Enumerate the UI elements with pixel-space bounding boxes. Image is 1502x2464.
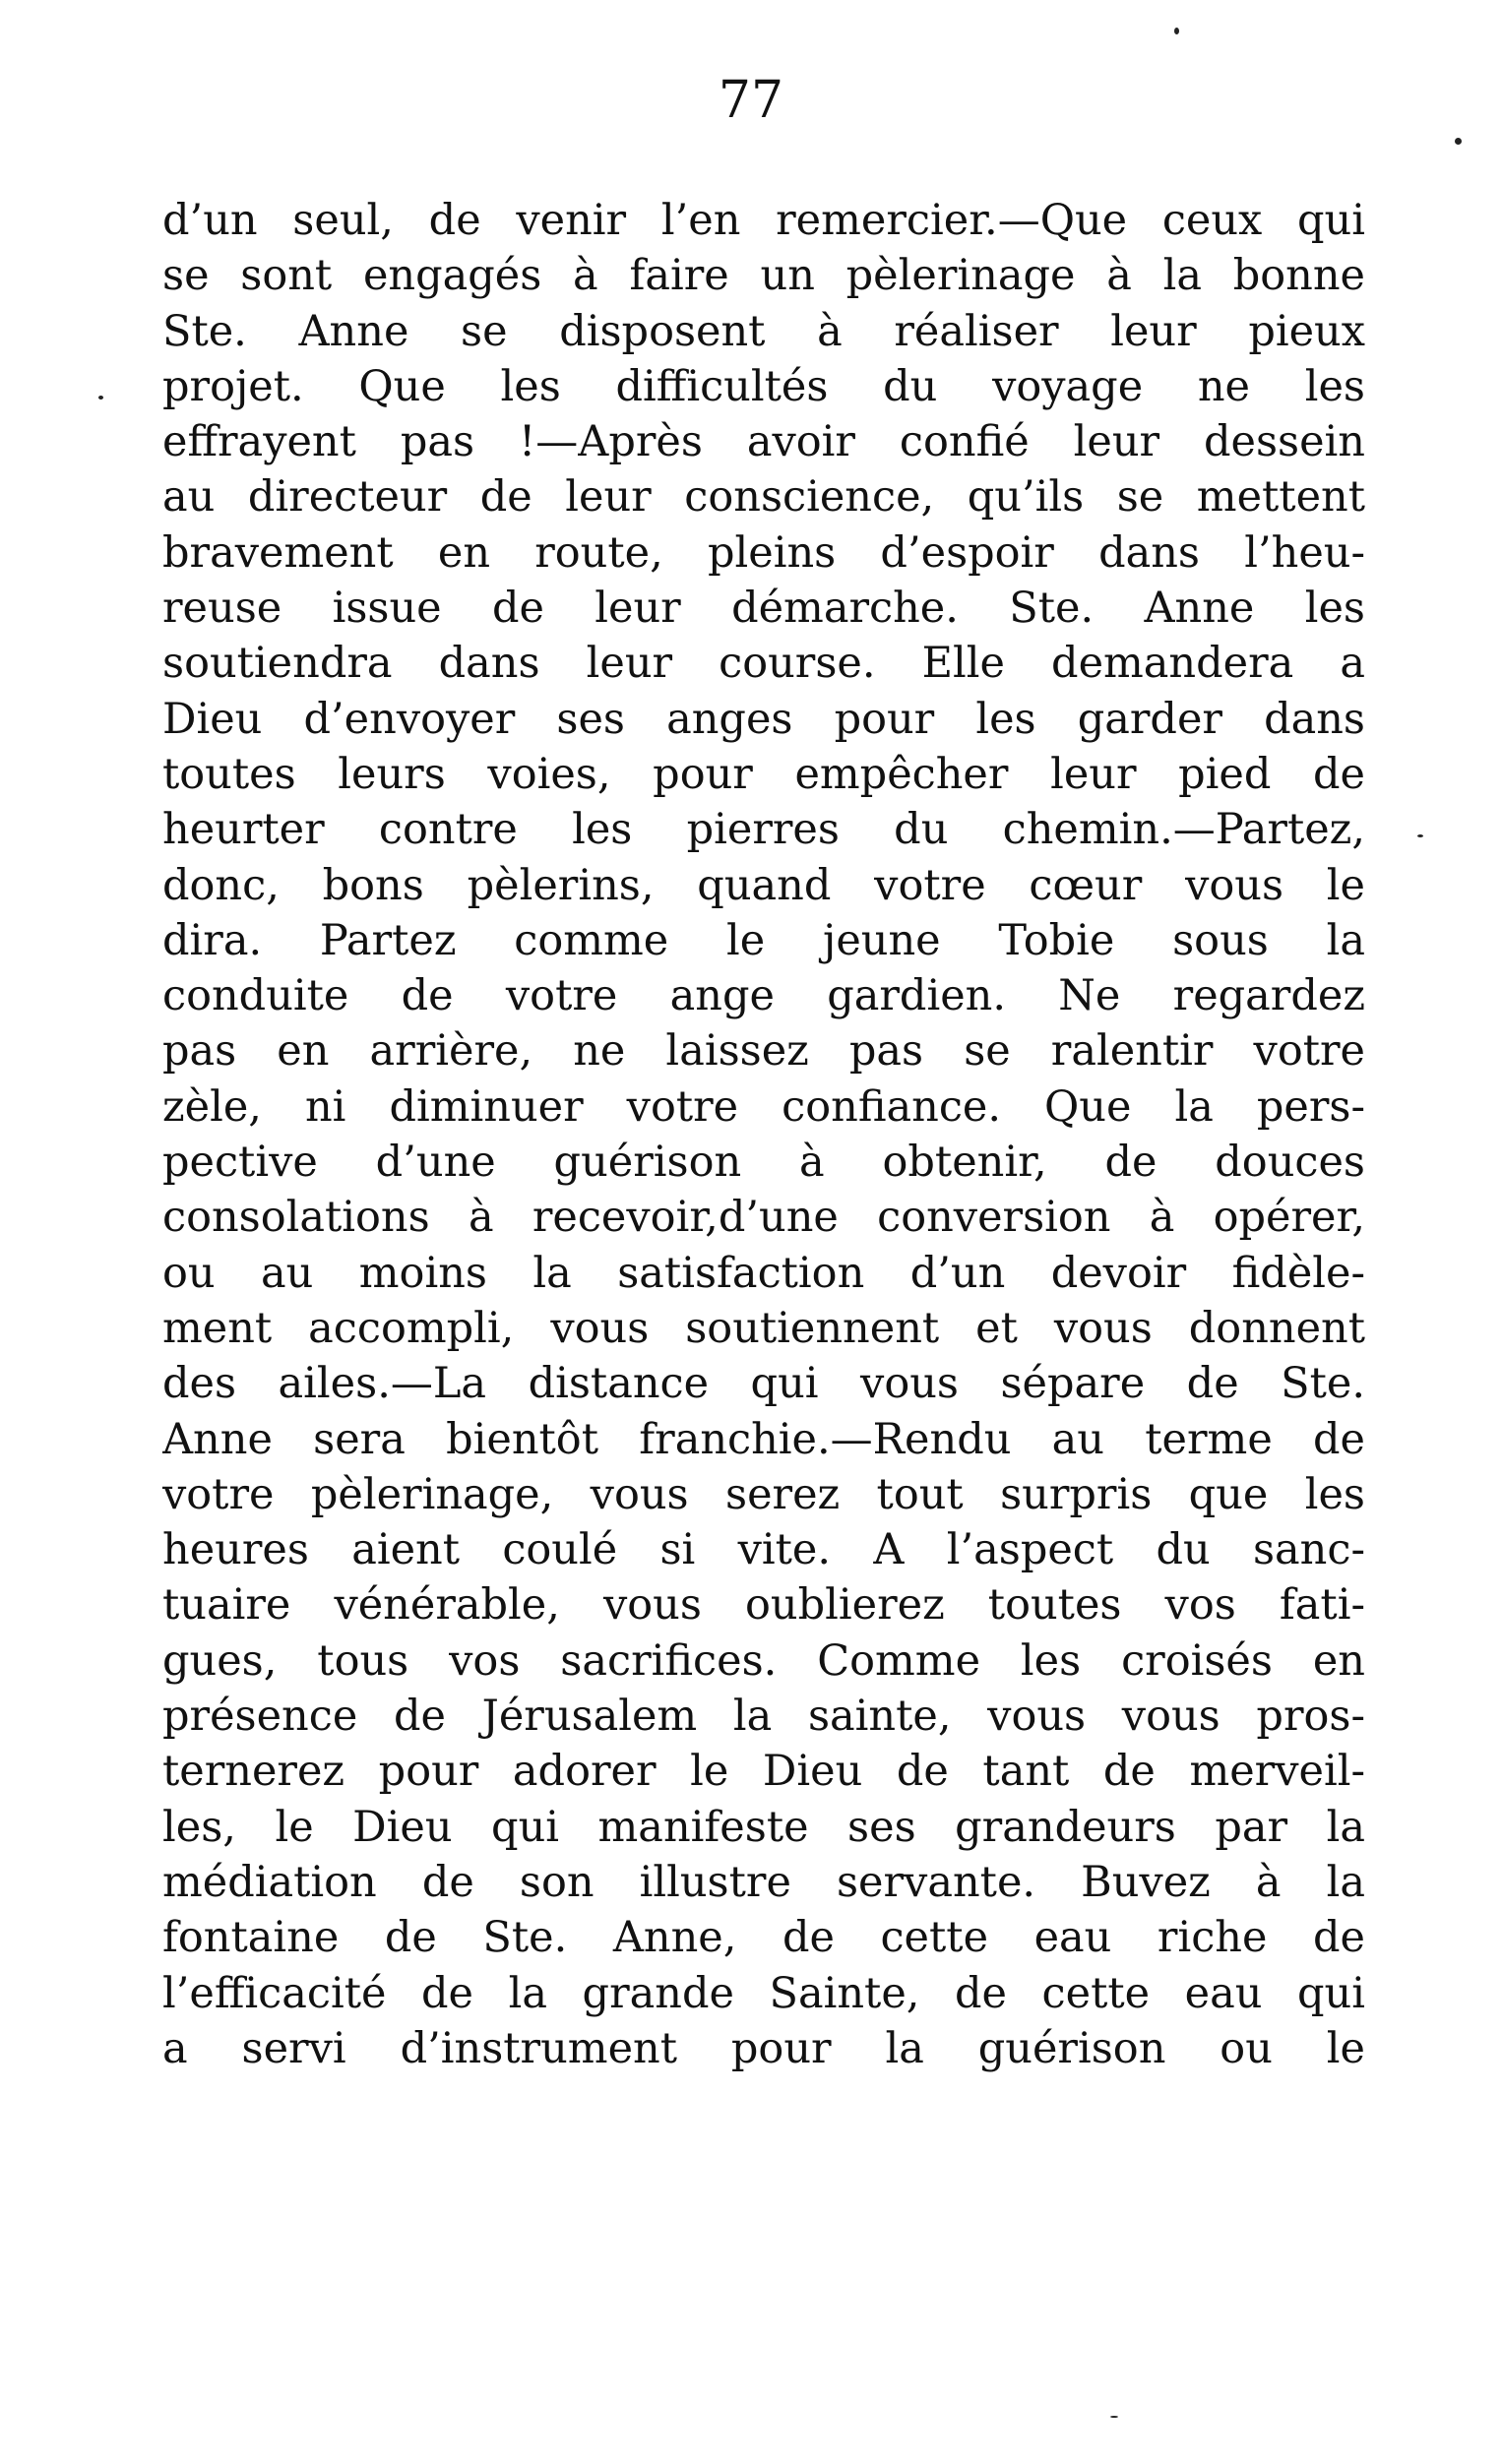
text-line: médiation de son illustre servante. Buvez à la — [162, 1857, 1365, 1907]
scan-speck — [1110, 2416, 1118, 2418]
text-line: gues, tous vos sacrifices. Comme les croisés en — [162, 1635, 1365, 1686]
text-line: soutiendra dans leur course. Elle demandera a — [162, 639, 1365, 689]
text-line: fontaine de Ste. Anne, de cette eau riche de — [162, 1913, 1365, 1963]
body-text — [162, 193, 1365, 2076]
text-line: pective d’une guérison à obtenir, de douces — [162, 1138, 1365, 1188]
text-line: bravement en route, pleins d’espoir dans l’heu- — [162, 527, 1365, 578]
text-line: Dieu d’envoyer ses anges pour les garder dans — [162, 694, 1365, 744]
text-line: conduite de votre ange gardien. Ne regardez — [162, 971, 1365, 1021]
scan-speck — [1174, 28, 1179, 34]
text-line: a servi d’instrument pour la guérison ou le — [162, 2023, 1365, 2073]
text-line: dira. Partez comme le jeune Tobie sous la — [162, 915, 1365, 965]
text-line: des ailes.—La distance qui vous sépare de Ste. — [162, 1359, 1365, 1409]
scan-speck — [1417, 834, 1423, 837]
scan-speck — [1455, 138, 1462, 145]
text-line: ment accompli, vous soutiennent et vous donnent — [162, 1303, 1365, 1353]
text-line: présence de Jérusalem la sainte, vous vous pros- — [162, 1692, 1365, 1742]
text-line: zèle, ni diminuer votre confiance. Que la pers- — [162, 1081, 1365, 1132]
text-line: Ste. Anne se disposent à réaliser leur pieux — [162, 306, 1365, 356]
text-line: ternerez pour adorer le Dieu de tant de merveil- — [162, 1747, 1365, 1797]
text-line: tuaire vénérable, vous oublierez toutes vos fati- — [162, 1580, 1365, 1631]
text-line: donc, bons pèlerins, quand votre cœur vous le — [162, 860, 1365, 910]
page-number: 77 — [718, 71, 784, 130]
text-line: au directeur de leur conscience, qu’ils se mettent — [162, 472, 1365, 523]
text-line: l’efficacité de la grande Sainte, de cette eau qui — [162, 1968, 1365, 2018]
text-line: heures aient coulé si vite. A l’aspect du sanc- — [162, 1525, 1365, 1575]
text-line: d’un seul, de venir l’en remercier.—Que ceux qui — [162, 196, 1365, 245]
text-line: reuse issue de leur démarche. Ste. Anne les — [162, 584, 1365, 634]
text-line: pas en arrière, ne laissez pas se ralentir votre — [162, 1026, 1365, 1077]
text-line: projet. Que les difficultés du voyage ne les — [162, 361, 1365, 411]
text-line: consolations à recevoir,d’une conversion à opérer, — [162, 1193, 1365, 1243]
text-line: votre pèlerinage, vous serez tout surpris que les — [162, 1469, 1365, 1519]
text-line: Anne sera bientôt franchie.—Rendu au terme de — [162, 1414, 1365, 1464]
text-line: toutes leurs voies, pour empêcher leur pied de — [162, 749, 1365, 799]
text-line: se sont engagés à faire un pèlerinage à la bonne — [162, 251, 1365, 301]
text-line: les, le Dieu qui manifeste ses grandeurs par la — [162, 1802, 1365, 1852]
text-line: effrayent pas !—Après avoir confié leur dessein — [162, 417, 1365, 467]
text-line: ou au moins la satisfaction d’un devoir fidèle- — [162, 1248, 1365, 1298]
scan-speck — [98, 396, 103, 400]
text-line: heurter contre les pierres du chemin.—Partez, — [162, 805, 1365, 855]
